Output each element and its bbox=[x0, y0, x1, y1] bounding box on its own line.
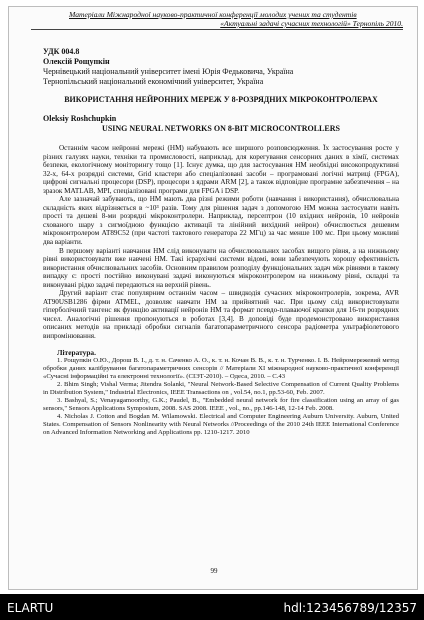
body-paragraph: В першому варіанті навчання НМ слід виконувати на обчислювальних засобах вищого рівня, а на нижньому рівні використовувати вже навчені НМ. Такі ієрархічні системи відомі, вони забезпечують хорошу ефективність використання обчислювальних засобів. Основним правилом розподілу функціональних задач між рівнями в такому випадку є: прості постійно виконувані задачі виконуються мікроконтролером на нижньому рівні, складні та виконувані рідко задачі передаються на верхній рівень. bbox=[43, 246, 399, 289]
document-page bbox=[8, 6, 418, 590]
article-title-en: USING NEURAL NETWORKS ON 8-BIT MICROCONTROLLERS bbox=[102, 124, 340, 133]
body-paragraph: Останнім часом нейронні мережі (НМ) набувають все ширшого розповсюдження. Їх застосування росте у різних галузях науки, техніки та промисловості, наприклад, для корегування сенсорних даних в хімії, системах безпеки, екологічному моніторингу тощо [1]. Існує думка, що для застосування НМ необхідні високопродуктивні 32-х, 64-х розрядні системи, Grid кластери або спеціалізовані засоби – програмовані логічні матриці (FPGA), цифрові сигнальні процесори (DSP), процесори з ядрами ARM [2], а також відповідне програмне забезпечення – на зразок MATLAB, MPI, спеціалізовані програми для FPGA і DSP. bbox=[43, 144, 399, 195]
header-line-1: Матеріали Міжнародної науково-практичної конференції молодих учених та студентів bbox=[69, 10, 357, 19]
author-name: Олексій Рощупкін bbox=[43, 57, 110, 66]
reference-item: 3. Bashyal, S.; Venayagamoorthy, G.K.; Paudel, B., "Embedded neural network for fire classification using an array of gas sensors," Sensors Applications Symposium, 2008. SAS 2008. IEEE , vol., no., pp.146-148, 12-14 Feb. 2008. bbox=[43, 397, 399, 413]
affiliation: Тернопільський національний економічний університет, Україна bbox=[43, 77, 264, 86]
reference-item: 1. Рощупкін О.Ю., Дорош В. І., д. т. н. Саченко А. О., к. т. н. Кочан В. В., к. т. н. Турченко. І. В. Нейромережевий метод обробки даних калібрування багатопараметричних сенсорів // Матеріали XI міжнародної науково-практичної конференції «Сучасні інформаційні та електронні технології». (СІЭТ-2010). – Одеса, 2010. – С.43 bbox=[43, 356, 399, 380]
affiliation: Чернівецький національний університет імені Юрія Федьковича, Україна bbox=[43, 67, 294, 76]
header-line-2: «Актуальні задачі сучасних технологій» Тернопіль 2010. bbox=[220, 19, 403, 28]
references-heading: Література. bbox=[57, 347, 96, 357]
author-name-en: Oleksiy Roshchupkin bbox=[43, 114, 117, 123]
body-paragraph: Другий варіант стає популярним останнім часом – швидкодія сучасних мікроконтролерів, зокрема, AVR AT90USB1286 фірми ATMEL, дозволяє навчати НМ за прийнятний час. При цьому слід використовувати гіперболічний тангенс як функцію активації нейронів НМ та формат псевдо-плаваючої крапки для 16-ти розрядних чисел. Аналогічні рішення пропонуються в роботах [3,4]. В доповіді буде продемонстровано використання описаних методів на прикладі обробки сигналів багатопараметричного сенсора радіометра ультрафіолетового випромінювання. bbox=[43, 289, 399, 341]
article-body bbox=[43, 47, 399, 438]
header-rule bbox=[31, 29, 403, 30]
page-number: 99 bbox=[210, 567, 218, 575]
reference-item: 2. Bhim Singh; Vishal Verma; Jitendra Solanki, "Neural Network-Based Selective Compensation of Current Quality Problems in Distribution System," Industrial Electronics, IEEE Transactions on , vol.54, no.1, pp.53-60, Feb. 2007. bbox=[43, 380, 399, 396]
article-title: ВИКОРИСТАННЯ НЕЙРОННИХ МЕРЕЖ У 8-РОЗРЯДНИХ МІКРОКОНТРОЛЕРАХ bbox=[64, 95, 378, 104]
running-header bbox=[69, 10, 403, 28]
repository-label: ELARTU bbox=[7, 601, 54, 615]
viewer-footer-bar bbox=[0, 594, 424, 620]
handle-link[interactable]: hdl:123456789/12357 bbox=[283, 601, 417, 615]
udk-code: УДК 004.8 bbox=[43, 47, 80, 56]
reference-item: 4. Nicholas J. Cotton and Bogdan M. Wilamowski. Electrical and Computer Engineering Auburn University. Auburn, United States. Compensation of Sensors Nonlinearity with Neural Networks //Proceedings of the 2010 24th IEEE International Conference on Advanced Information Networking and Applications pp. 1210-1217. 2010 bbox=[43, 413, 399, 437]
body-paragraph: Але зазначай забувають, що НМ мають два різні режими роботи (навчання і використання), обчислювальна складність яких відрізняється в ~10³ разів. Тому для рішення задач з допомогою НМ можна застосувати навіть прості та дешеві 8-ми розрядні мікроконтролери. Наприклад, персептрон (10 вхідних нейронів, 10 нейронів схованого шару з сигмоїдною функцією активації та лінійний вихідний нейрон) обчислюється дешевим мікроконтролером AT89C52 (при частоті тактового генератора 22 МГц) за час менше 100 мс. При цьому можливі два варіанти. bbox=[43, 195, 399, 247]
